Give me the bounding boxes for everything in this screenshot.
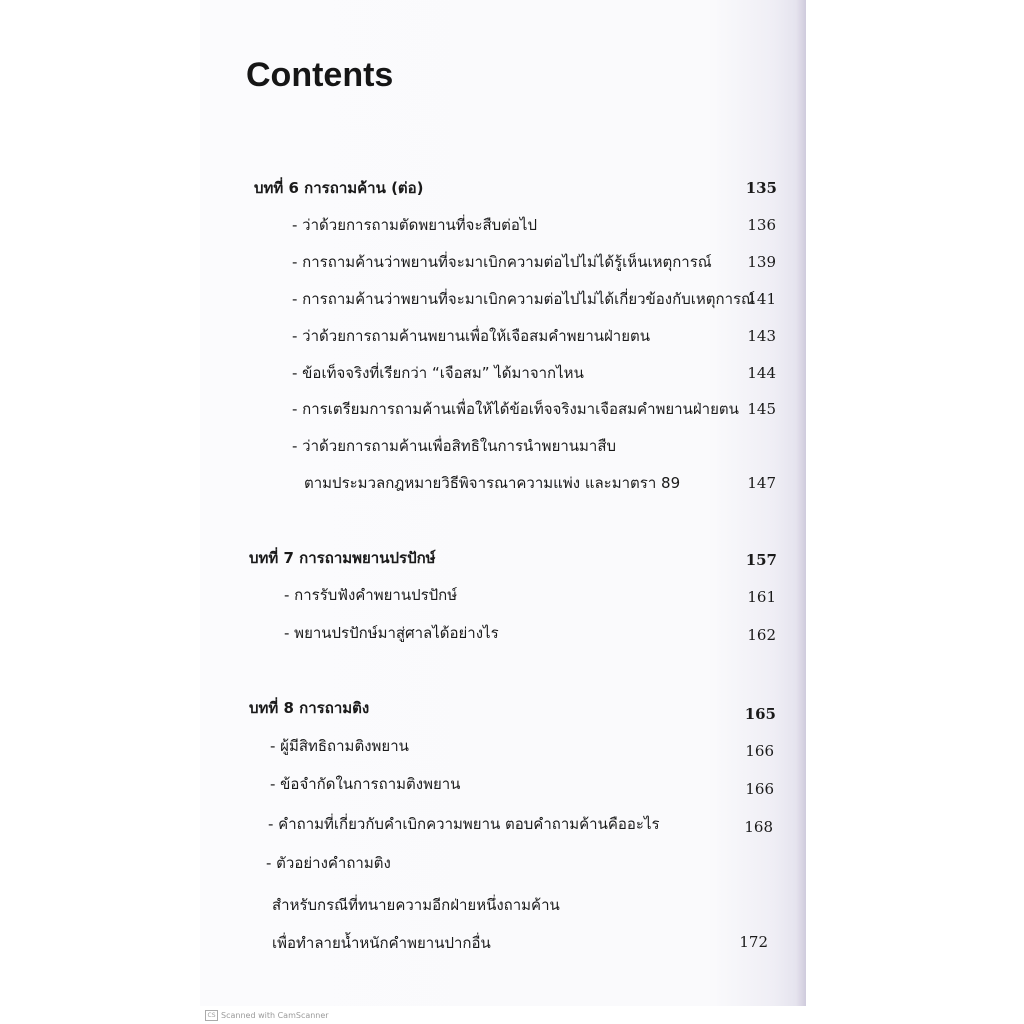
toc-item-page: 168 <box>744 818 773 836</box>
toc-item: - ตัวอย่างคำถามติง <box>266 854 391 872</box>
toc-item-page: 139 <box>747 253 776 271</box>
toc-item: - การถามค้านว่าพยานที่จะมาเบิกความต่อไปไม่ได้รู้เห็นเหตุการณ์ <box>292 253 712 271</box>
toc-item-page: 144 <box>747 364 776 382</box>
chapter-page-number: 157 <box>745 551 777 569</box>
chapter-heading: บทที่ 8 การถามติง <box>249 699 370 717</box>
toc-item-page: 162 <box>747 626 776 644</box>
toc-item: - ว่าด้วยการถามค้านพยานเพื่อให้เจือสมคำพยานฝ่ายตน <box>292 327 651 345</box>
chapter-page-number: 135 <box>745 179 777 197</box>
toc-item-page: 166 <box>745 780 774 798</box>
toc-item: - ว่าด้วยการถามตัดพยานที่จะสืบต่อไป <box>292 216 537 234</box>
toc-item-page: 172 <box>739 933 768 951</box>
toc-item-continuation: ตามประมวลกฎหมายวิธีพิจารณาความแพ่ง และมาตรา 89 <box>304 474 681 492</box>
page-spine-shadow <box>796 0 806 1006</box>
toc-item-page: 166 <box>745 742 774 760</box>
toc-item: - การเตรียมการถามค้านเพื่อให้ได้ข้อเท็จจริงมาเจือสมคำพยานฝ่ายตน <box>292 400 739 418</box>
chapter-page-number: 165 <box>744 705 776 723</box>
toc-item: - ข้อจำกัดในการถามติงพยาน <box>270 775 461 793</box>
chapter-heading: บทที่ 7 การถามพยานปรปักษ์ <box>249 549 436 567</box>
toc-item-page: 147 <box>747 474 776 492</box>
toc-item: - ว่าด้วยการถามค้านเพื่อสิทธิในการนำพยานมาสืบ <box>292 437 617 455</box>
toc-item: - ผู้มีสิทธิถามติงพยาน <box>270 737 409 755</box>
toc-item-page: 161 <box>747 588 776 606</box>
watermark-text: Scanned with CamScanner <box>221 1011 329 1020</box>
cs-icon: CS <box>205 1010 218 1021</box>
toc-item-page: 143 <box>747 327 776 345</box>
toc-item-continuation: สำหรับกรณีที่ทนายความอีกฝ่ายหนึ่งถามค้าน <box>272 896 560 914</box>
toc-item: - การรับฟังคำพยานปรปักษ์ <box>284 586 458 604</box>
toc-item-page: 136 <box>747 216 776 234</box>
toc-item-continuation: เพื่อทำลายน้ำหนักคำพยานปากอื่น <box>272 934 491 952</box>
toc-item: - คำถามที่เกี่ยวกับคำเบิกความพยาน ตอบคำถามค้านคืออะไร <box>268 815 660 833</box>
scanner-watermark <box>205 1010 329 1021</box>
toc-item: - การถามค้านว่าพยานที่จะมาเบิกความต่อไปไม่ได้เกี่ยวข้องกับเหตุการณ์ <box>292 290 755 308</box>
toc-item: - พยานปรปักษ์มาสู่ศาลได้อย่างไร <box>284 624 499 642</box>
chapter-heading: บทที่ 6 การถามค้าน (ต่อ) <box>254 179 424 197</box>
toc-item-page: 145 <box>747 400 776 418</box>
toc-item-page: 141 <box>747 290 776 308</box>
page-title: Contents <box>246 56 394 94</box>
toc-item: - ข้อเท็จจริงที่เรียกว่า “เจือสม” ได้มาจากไหน <box>292 364 584 382</box>
